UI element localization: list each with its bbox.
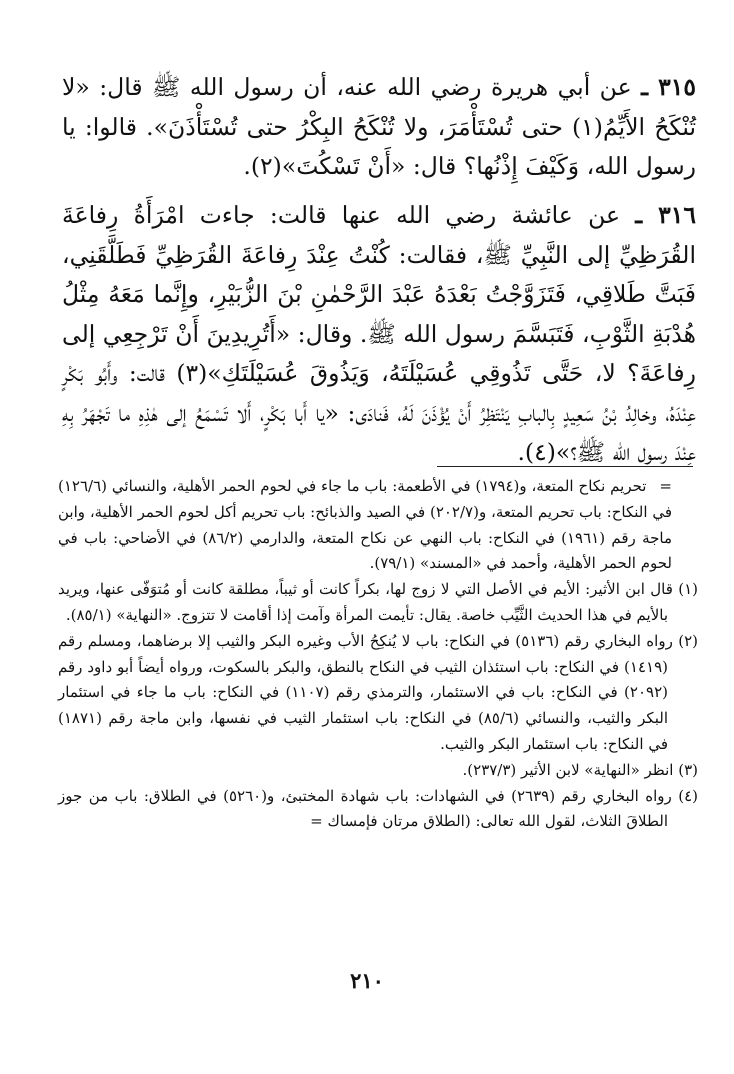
footnote-marker: (١) — [678, 580, 698, 599]
hadith-316 — [62, 196, 696, 473]
footnote-marker: (٢) — [678, 631, 698, 650]
footnote-text: رواه البخاري رقم (٢٦٣٩) في الشهادات: باب شهادة المختبئ، و(٥٢٦٠) في الطلاق: باب من جوز الطلاقَ الثلاث، لقول الله تعالى: (الطلاق مرتان فإمساك = — [58, 786, 672, 831]
footnote-text: قال ابن الأثير: الأيم في الأصل التي لا زوج لها، بكراً كانت أو ثيباً، مطلقة كانت أو مُتوَفّى عنها، ويريد بالأيم في هذا الحديث الثَّيِّب خاصة. يقال: تأيمت المرأة وآمت إذا أقامت لا تتزوج. «النهاية» (٨٥/١). — [58, 580, 673, 624]
footnote-3 — [58, 758, 698, 784]
footnote-text: رواه البخاري رقم (٥١٣٦) في النكاح: باب لا يُنكِحُ الأب وغيره البكر والثيب إلا برضاهما، ومسلم رقم (١٤١٩) في النكاح: باب استئذان الثيب في النكاح بالنطق، والبكر بالسكوت، ورواه أيضاً أبو داود رقم (٢٠٩٢) في النكاح: باب في الاستئمار، والترمذي رقم (١١٠٧) في النكاح: باب ما جاء في استئمار البكر والثيب، والنسائي (٨٥/٦) في النكاح: باب استئمار الثيب في نفسها، وابن ماجة رقم (١٨٧١) في النكاح: باب استئمار البكر والثيب. — [58, 631, 673, 753]
footnote-separator — [437, 466, 693, 467]
footnote-text: تحريم نكاح المتعة، و(١٧٩٤) في الأطعمة: باب ما جاء في لحوم الحمر الأهلية، والنسائي (١٢٦/٦) في النكاح: باب تحريم المتعة، و(٢٠٢/٧) في الصيد والذبائح: باب تحريم أكل لحوم الحمر الأهلية، وابن ماجة رقم (١٩٦١) في النكاح: باب النهي عن نكاح المتعة، والدارمي (٨٦/٢) في الأضاحي: باب في لحوم الحمر الأهلية، وأحمد في «المسند» (٧٩/١). — [58, 477, 672, 573]
hadith-number: ٣١٥ ـ — [641, 73, 696, 101]
hadith-315-paragraph — [62, 68, 696, 187]
hadith-text: عن أبي هريرة رضي الله عنه، أن رسول الله ﷺ قال: «لا تُنْكَحُ الأَيِّمُ(١) حتى تُسْتَأْمَرَ، ولا تُنْكَحُ البِكْرُ حتى تُسْتَأْذَنَ». قالوا: يا رسول الله، وَكَيْفَ إِذْنُها؟ قال: «أَنْ تَسْكُتَ»(٢). — [62, 73, 696, 180]
footnote-text: انظر «النهاية» لابن الأثير (٢٣٧/٣). — [462, 760, 674, 779]
hadith-number: ٣١٦ ـ — [635, 201, 696, 229]
page-number: ٢١٠ — [350, 968, 384, 993]
footnote-2 — [58, 629, 698, 758]
footnotes — [58, 474, 698, 835]
footnote-continuation — [58, 474, 698, 577]
continuation-marker: = — [659, 477, 672, 495]
hadith-text: عن عائشة رضي الله عنها قالت: جاءت امْرَأَةُ رِفاعَةَ القُرَظِيِّ إلى النَّبِيِّ ﷺ، فقالت: كُنْتُ عِنْدَ رِفاعَةَ القُرَظِيِّ فَطَلَّقَنِي، فَبَتَّ طَلاقِي، فَتَزَوَّجْتُ بَعْدَهُ عَبْدَ الرَّحْمٰنِ بْنَ الزُّبَيْرِ، وإِنَّما مَعَهُ مِثْلُ هُدْبَةِ الثَّوْبِ، فَتَبَسَّمَ رسول الله ﷺ. وقال: «أَتُرِيدِينَ أَنْ تَرْجِعِي إلى رِفاعَةَ؟ لا، حَتَّى تَذُوقِي عُسَيْلَتَهُ، وَيَذُوقَ عُسَيْلَتَكِ»(٣) قالت: وأَبُو بَكْرٍ عِنْدَهُ، وخالِدُ بْنُ سَعِيدٍ بِالبابِ يَنْتَظِرُ أَنْ يُؤْذَنَ لَهُ، فَنادَى: «يا أَبا بَكْرٍ، أَلا تَسْمَعُ إلى هٰذِهِ ما تَجْهَرُ بِهِ عِنْدَ رسول الله ﷺ؟»(٤). — [62, 201, 696, 466]
hadith-315 — [62, 68, 696, 187]
footnote-marker: (٣) — [678, 760, 698, 779]
footnote-1 — [58, 577, 698, 629]
footnote-marker: (٤) — [678, 786, 698, 805]
hadith-316-paragraph — [62, 196, 696, 473]
footnote-4 — [58, 784, 698, 836]
